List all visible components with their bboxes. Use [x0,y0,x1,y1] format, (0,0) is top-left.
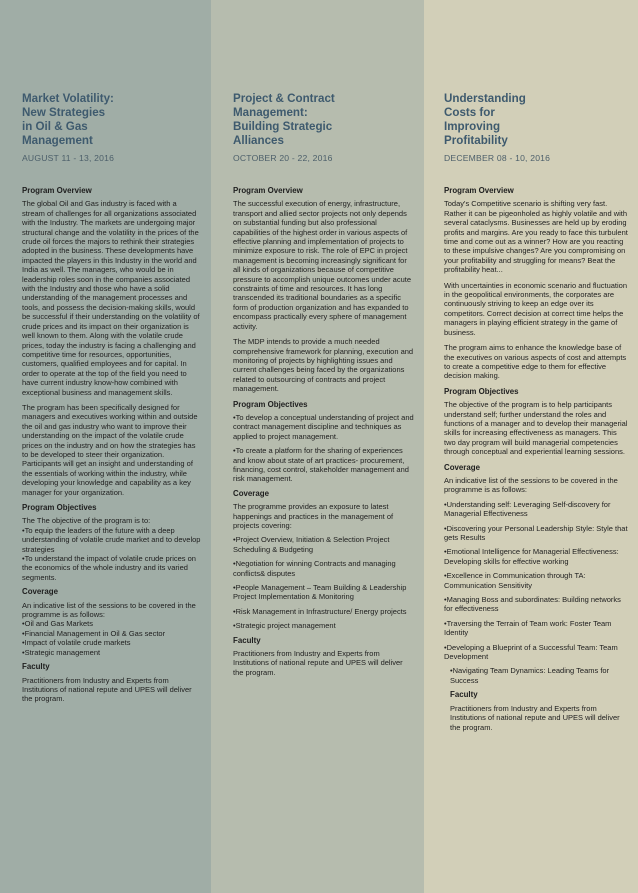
objective-item: •To understand the impact of volatile crude prices on the economics of the whole industry and its varied segments. [22,554,196,582]
program-content [444,186,628,732]
program-content [22,186,201,704]
coverage-item: •Understanding self: Leveraging Self-discovery for Managerial Effectiveness [444,499,611,519]
coverage-item: •Navigating Team Dynamics: Leading Teams for Success [450,666,610,685]
program-title: Market Volatility: New Strategies in Oil & Gas Management [22,92,114,147]
coverage-item: •Project Overview, Initiation & Selection Project Scheduling & Budgeting [233,535,390,554]
coverage-item: •Discovering your Personal Leadership Style: Style that gets Results [444,523,628,542]
faculty-text: Practitioners from Industry and Experts from Institutions of national repute and UPES will deliver the program. [22,675,192,704]
coverage-item: •Risk Management in Infrastructure/ Energy projects [233,606,407,616]
overview-paragraph: The program aims to enhance the knowledge base of the executives on various aspects of cost and attempts to create a competitive edge to them for effective decision making. [444,343,627,381]
coverage-item: •Oil and Gas Markets [22,619,93,629]
program-date: DECEMBER 08 - 10, 2016 [444,153,551,163]
overview-paragraph: With uncertainties in economic scenario and fluctuation in the geopolitical environments, the corporates are continuously striving to keep an edge over its competitors. Correct decision at correct time helps the managers in playing efficient strategy in the game of business. [444,280,628,337]
coverage-list [22,619,201,657]
objective-item: •To create a platform for the sharing of experiences and know about state of art practices- procurement, financing, cost control, stakeholder management and risk management. [233,446,409,484]
program-column-project-contract [211,0,424,893]
objectives-heading: Program Objectives [444,386,519,396]
program-date: OCTOBER 20 - 22, 2016 [233,153,333,163]
objectives-list [22,526,201,582]
objective-item: •To develop a conceptual understanding of project and contract management discipline and techniques as applied to project management. [233,412,414,441]
coverage-item: •Negotiation for winning Contracts and managing conflicts& disputes [233,559,396,578]
program-column-market-volatility [0,0,211,893]
overview-heading: Program Overview [444,186,514,195]
objectives-intro: The The objective of the program is to: [22,516,151,526]
faculty-heading: Faculty [450,690,478,700]
coverage-item: •Strategic project management [233,621,336,631]
program-title: Understanding Costs for Improving Profitability [444,92,526,147]
coverage-item: •Excellence in Communication through TA: Communication Sensitivity [444,571,586,590]
coverage-heading: Coverage [233,488,269,498]
program-title: Project & Contract Management: Building Strategic Alliances [233,92,335,147]
program-column-understanding-costs [424,0,638,893]
coverage-item: •People Management – Team Building & Leadership Project Implementation & Monitoring [233,583,407,602]
coverage-item: •Managing Boss and subordinates: Building networks for effectiveness [444,595,621,614]
coverage-heading: Coverage [444,462,480,472]
coverage-item: •Traversing the Terrain of Team work: Foster Team Identity [444,618,612,638]
program-content [233,186,414,677]
coverage-item: •Emotional Intelligence for Managerial Effectiveness: Developing skills for effective working [444,547,619,566]
overview-paragraph: The successful execution of energy, infrastructure, transport and allied sector projects not only depends on substantial funding but also professional capabilities of the highest order in various aspects of effective planning and implementation of projects to minimize exposure to risk. The role of EPC in project management is becoming increasingly significant for all kinds of organizations because of competitive pressure to accomplish unique outcomes under acute constraints of time and resources. It has long transcended its traditional boundaries as a specific form of production organization and has expanded to encompass practically every sphere of management activity. [233,199,412,331]
coverage-item: •Financial Management in Oil & Gas sector [22,628,166,638]
overview-heading: Program Overview [22,186,92,195]
overview-paragraph: The program has been specifically designed for managers and executives working within and outside the oil and gas industry who want to improve their understanding on the impact of the volatile crude prices on the industry and on how the strategies has to be developed to steer their organization. Participants will get an insight and understanding of the essentials of working within the industry, while developing your knowledge and capability as a key manager for your organization. [22,402,198,497]
coverage-item: •Developing a Blueprint of a Successful Team: Team Development [444,642,618,662]
coverage-item: •Impact of volatile crude markets [22,638,131,648]
objective-item: •To equip the leaders of the future with a deep understanding of volatile crude market and to develop strategies [22,525,201,554]
faculty-heading: Faculty [233,635,261,645]
overview-paragraph: The MDP intends to provide a much needed comprehensive framework for planning, execution and monitoring of projects by highlighting issues and current challenges being faced by the organizations related to outsourcing of contracts and project management. [233,337,414,394]
overview-paragraph: Today's Competitive scenario is shifting very fast. Rather it can be pigeonholed as highly volatile and with several cataclysms. Businesses are held up by eroding profits and margins. Are you ready to face this turbulent time and come out as a winner? How are you reacting to these impulsive changes? Are you compromising on your profitability and struggling for means? Beat the profitability heat... [444,199,628,275]
coverage-intro: The programme provides an exposure to latest happenings and practices in the management of projects covering: [233,502,394,530]
program-date: AUGUST 11 - 13, 2016 [22,153,115,163]
faculty-text: Practitioners from Industry and Experts from Institutions of national repute and UPES will deliver the program. [450,703,620,732]
faculty-text: Practitioners from Industry and Experts from Institutions of national repute and UPES will deliver the program. [233,649,403,677]
coverage-intro: An indicative list of the sessions to be covered in the programme is as follows: [22,600,196,620]
objectives-text: The objective of the program is to help participants understand self; further understand the roles and functions of a manager and to develop their managerial skills for increasing effectiveness as managers. This two day program will build managerial competencies through conceptual and experiential learning sessions. [444,400,628,457]
overview-paragraph: The global Oil and Gas industry is faced with a stream of challenges for all organizations associated with the Industry. The markets are undergoing major structural change and the volatility in the prices of the crude oil forces the majors to rethink their strategies adopted in the business. These developments have impacted the players in this Industry in the world and India as well. The managers, who would be in leadership roles soon in the companies associated with the Industry and those who have a solid understanding of the management processes and tools, and possess the decision-making skills, would be successful if their understanding on the volatility of crude prices and its impact on their organization is well known to them. Along with the volatile crude prices, today the industry is facing a challenging and competitive time for resources, opportunities, customers, qualified employees and for capital. In order to operate at the top of the field you need to have current industry know-how combined with exceptional business and management skills. [22,199,200,397]
coverage-heading: Coverage [22,587,58,597]
coverage-intro: An indicative list of the sessions to be covered in the programme is as follows: [444,475,618,495]
coverage-item: •Strategic management [22,647,101,657]
faculty-heading: Faculty [22,662,50,672]
objectives-heading: Program Objectives [233,399,308,409]
objectives-heading: Program Objectives [22,503,97,512]
overview-heading: Program Overview [233,186,303,195]
